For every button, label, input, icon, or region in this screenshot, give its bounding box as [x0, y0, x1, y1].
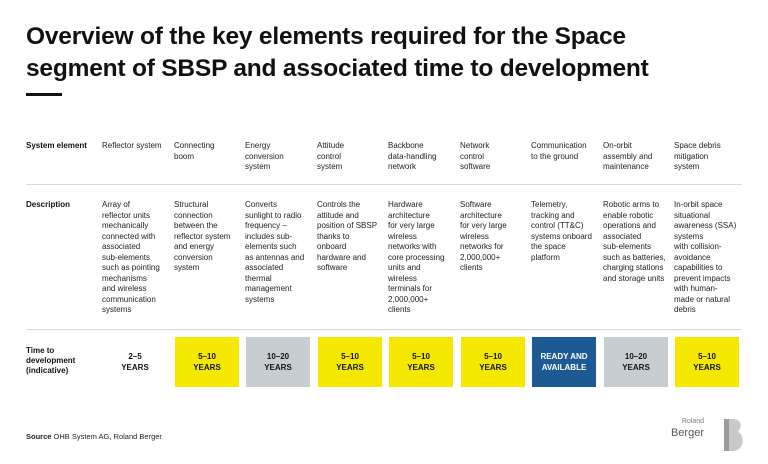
- roland-berger-logo: [672, 418, 744, 454]
- description-cell: Structural connection between the reflector system and energy conversion system: [174, 200, 231, 272]
- logo-line-1: Roland: [681, 418, 704, 425]
- time-to-development-badge: 10–20 YEARS: [246, 337, 310, 387]
- row-label-description: Description: [26, 200, 71, 209]
- description-cell: Converts sunlight to radio frequency – includes sub- elements such as antennas and associated thermal management systems: [245, 200, 305, 304]
- system-element-cell: Energy conversion system: [245, 141, 284, 171]
- time-to-development-badge: 5–10 YEARS: [389, 337, 453, 387]
- logo-line-2: Berger: [670, 427, 704, 439]
- system-element-cell: Reflector system: [102, 141, 162, 150]
- system-element-cell: Connecting boom: [174, 141, 215, 161]
- description-cell: Hardware architecture for very large wireless networks with core processing units and wireless terminals for 2,000,000+ clients: [388, 200, 445, 314]
- system-element-cell: Communication to the ground: [531, 141, 587, 161]
- page-title: Overview of the key elements required for the Space segment of SBSP and associated time to development: [26, 23, 649, 82]
- description-cell: Robotic arms to enable robotic operations and associated sub-elements such as batteries, charging stations and storage units: [603, 200, 666, 283]
- system-element-cell: On-orbit assembly and maintenance: [603, 141, 653, 171]
- description-cell: In-orbit space situational awareness (SSA) systems with collision- avoidance capabilities to prevent impacts with human- made or natural debris: [674, 200, 737, 314]
- title-underline: [26, 93, 62, 96]
- system-element-cell: Attitude control system: [317, 141, 345, 171]
- divider-2: [26, 329, 742, 330]
- source-note: [26, 432, 162, 441]
- row-label-time: Time to development (indicative): [26, 346, 76, 375]
- divider-1: [26, 184, 742, 185]
- system-element-cell: Backbone data-handling network: [388, 141, 437, 171]
- source-label: Source: [26, 432, 52, 441]
- time-to-development-badge: 5–10 YEARS: [318, 337, 382, 387]
- source-text: OHB System AG, Roland Berger: [53, 432, 162, 441]
- description-cell: Controls the attitude and position of SBSP thanks to onboard hardware and software: [317, 200, 378, 272]
- row-label-system-element: System element: [26, 141, 87, 150]
- time-to-development-badge: 2–5 YEARS: [121, 352, 149, 372]
- description-cell: Telemetry, tracking and control (TT&C) systems onboard the space platform: [531, 200, 592, 262]
- system-element-cell: Network control software: [460, 141, 491, 171]
- time-to-development-badge: 5–10 YEARS: [461, 337, 525, 387]
- time-to-development-badge: 5–10 YEARS: [175, 337, 239, 387]
- time-to-development-badge: 10–20 YEARS: [604, 337, 668, 387]
- logo-b-mark: [722, 418, 746, 452]
- system-element-cell: Space debris mitigation system: [674, 141, 721, 171]
- description-cell: Software architecture for very large wireless networks for 2,000,000+ clients: [460, 200, 507, 272]
- time-to-development-badge: 5–10 YEARS: [675, 337, 739, 387]
- time-to-development-badge: READY AND AVAILABLE: [532, 337, 596, 387]
- description-cell: Array of reflector units mechanically connected with associated sub-elements such as pointing mechanisms and wireless communication systems: [102, 200, 160, 314]
